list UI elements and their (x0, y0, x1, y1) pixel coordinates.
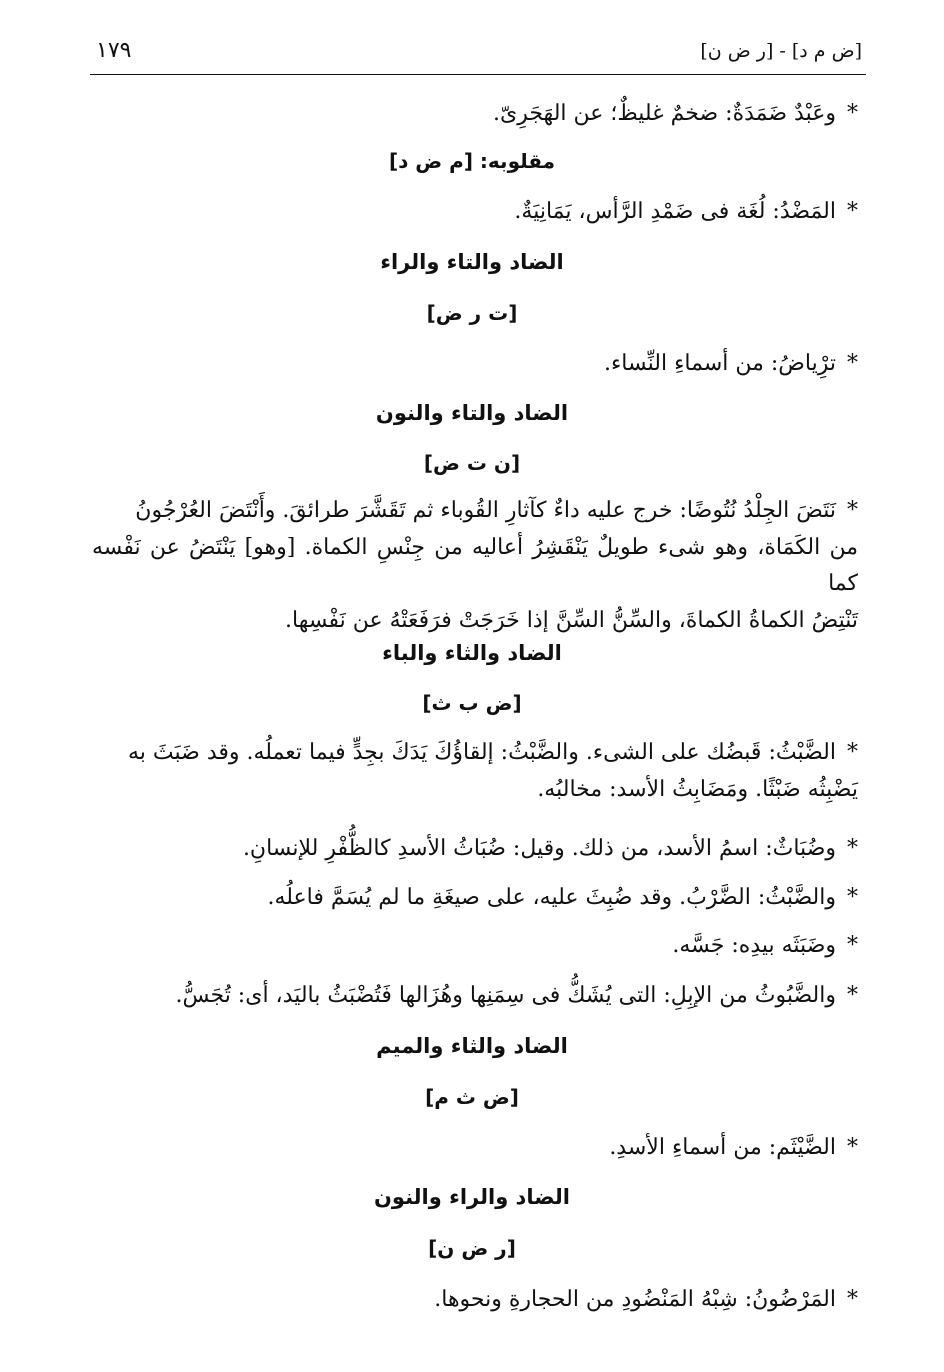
entry-line (243, 834, 858, 864)
root-heading: [ض ث م] (425, 1085, 519, 1109)
entry-line (609, 1133, 858, 1163)
entry-line (514, 197, 858, 227)
asterisk: * (847, 498, 858, 523)
asterisk: * (847, 199, 858, 224)
paragraph-line: تَنْتِضُ الكماةُ الكماةَ، والسِّنُّ السِّنَّ إذا خَرَجَتْ فرَفَعَتْهُ عن نَفْسِها. (285, 607, 858, 633)
header-rule (90, 74, 866, 75)
root-heading: [ض ب ث] (422, 691, 522, 715)
paragraph (92, 493, 858, 639)
entry-text: والضَّبُوثُ من الإبِلِ: التى يُشَكُّ فى سِمَنِها وهُزَالها فَتُضْبَثُ باليَد، أى: تُجَسُّ. (175, 983, 836, 1008)
paragraph-line (92, 493, 858, 530)
paragraph-line: يَضْبِثُه ضَبْثًا. ومَضَابِثُ الأسد: مخالبُه. (537, 776, 858, 802)
asterisk: * (847, 740, 858, 765)
maqlub-heading: مقلوبه: [م ض د] (388, 149, 556, 173)
asterisk: * (847, 101, 858, 126)
entry-text: وعَبْدٌ ضَمَدَةٌ: ضخمٌ غليظٌ؛ عن الهَجَرِىّ. (493, 101, 836, 126)
asterisk: * (847, 933, 858, 958)
entry-text: الضَّيْثَم: من أسماءِ الأسدِ. (609, 1135, 836, 1160)
entry-line (604, 349, 858, 379)
root-heading: [ر ض ن] (428, 1236, 516, 1260)
entry-text: والضَّبْثُ: الضَّرْبُ. وقد ضُبِثَ عليه، على صيغَةِ ما لم يُسَمَّ فاعلُه. (267, 885, 836, 910)
root-heading: [ت ر ض] (426, 301, 518, 325)
section-title: الضاد والثاء والميم (376, 1034, 568, 1058)
entry-text: وضُبَاثٌ: اسمُ الأسد، من ذلك. وقيل: ضُبَاثُ الأسدِ كالظُّفْرِ للإنسانِ. (242, 836, 836, 861)
asterisk: * (847, 351, 858, 376)
entry-line (434, 1285, 858, 1315)
asterisk: * (847, 1135, 858, 1160)
page-number: ١٧٩ (96, 38, 132, 63)
line-text: نَتَضَ الجِلْدُ نُتُوضًا: خرج عليه داءٌ كآثارِ القُوباء ثم تَقَشَّرَ طرائقَ. وأَنْتَضَ العُرْجُونُ (135, 498, 836, 523)
section-title: الضاد والراء والنون (374, 1185, 570, 1209)
line-text: الضَّبْثُ: قَبضُك على الشىء. والضَّبْثُ: إلقاؤُكَ يَدَكَ بجِدٍّ فيما تعملُه. وقد ضَبَثَ به (128, 740, 836, 765)
asterisk: * (847, 885, 858, 910)
paragraph (92, 735, 858, 808)
root-heading: [ن ت ض] (423, 451, 521, 475)
paragraph-line (92, 735, 858, 772)
entry-text: ترِْياضُ: من أسماءِ النِّساء. (603, 351, 836, 376)
asterisk: * (847, 983, 858, 1008)
section-title: الضاد والثاء والباء (382, 641, 562, 665)
entry-line (267, 883, 858, 913)
paragraph-line: من الكَمَاة، وهو شىء طويلٌ يَنْقَشِرُ أعاليه من جِنْسِ الكماة. [وهو] يَنْتَضُ عن نَفْسه كما (92, 534, 858, 596)
entry-line (175, 981, 858, 1011)
entry-line (493, 99, 858, 129)
section-title: الضاد والتاء والراء (380, 250, 564, 274)
asterisk: * (847, 836, 858, 861)
section-title: الضاد والتاء والنون (375, 401, 569, 425)
running-title: [ض م د] - [ر ض ن] (700, 40, 862, 62)
entry-text: المَرْضُونُ: شِبْهُ المَنْضُودِ من الحجارةِ ونحوها. (434, 1287, 836, 1312)
entry-text: المَضْدُ: لُغَة فى ضَمْدِ الرَّأس، يَمَانِيَةٌ. (514, 199, 836, 224)
asterisk: * (847, 1287, 858, 1312)
entry-line (672, 931, 858, 961)
entry-text: وضَبَثَه بيدِه: جَسَّه. (672, 933, 836, 958)
